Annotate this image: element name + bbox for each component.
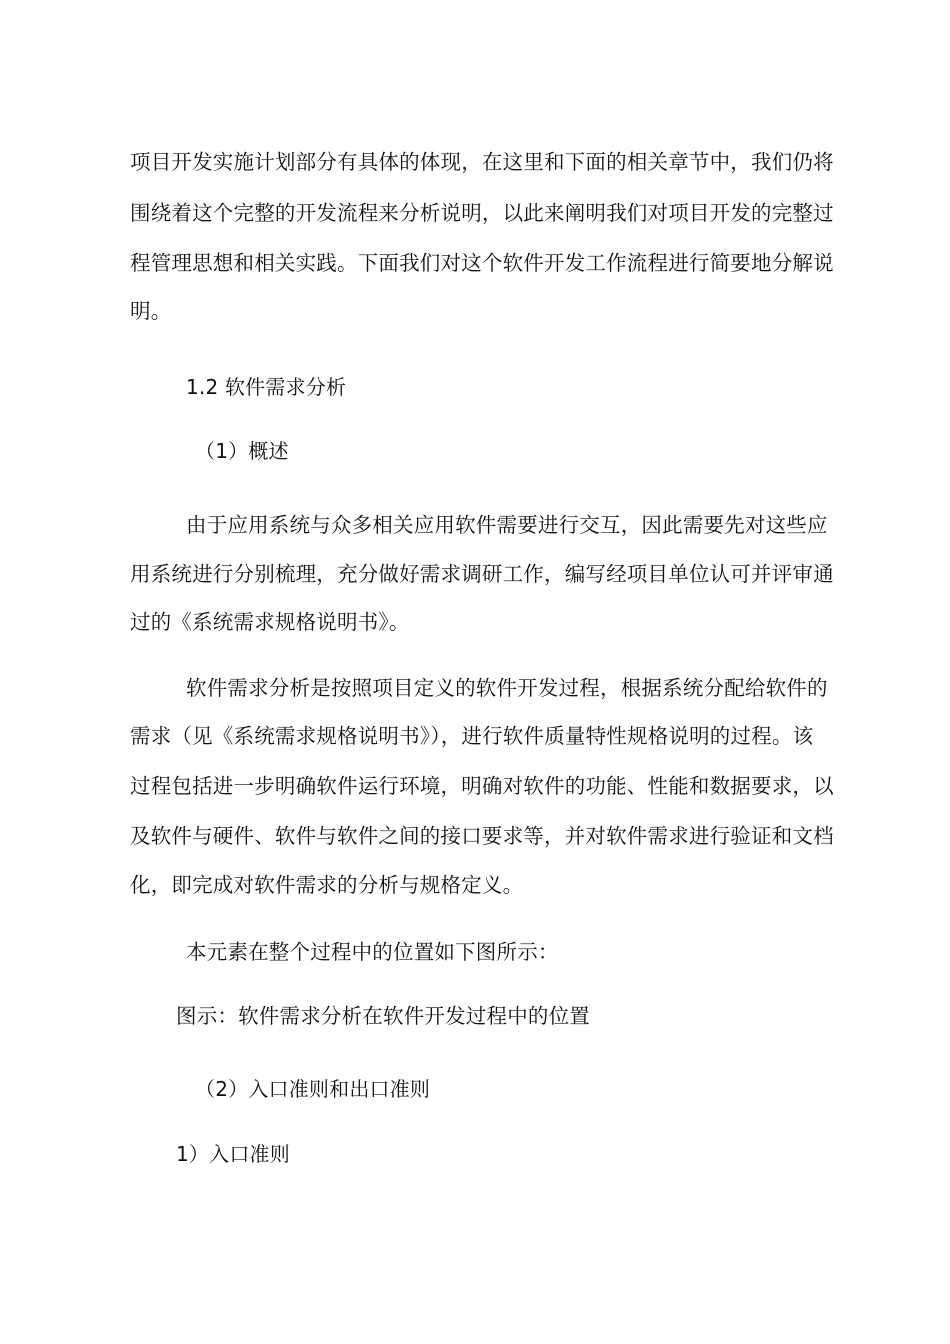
definition-line-2: 需求（见《系统需求规格说明书》），进行软件质量特性规格说明的过程。该 (130, 724, 814, 748)
section-heading: 1.2 软件需求分析 (186, 375, 347, 399)
definition-line-5: 化，即完成对软件需求的分析与规格定义。 (130, 873, 524, 897)
figure-caption: 图示：软件需求分析在软件开发过程中的位置 (176, 1004, 590, 1028)
intro-line-3: 程管理思想和相关实践。下面我们对这个软件开发工作流程进行简要地分解说 (130, 251, 834, 275)
interaction-line-3: 过的《系统需求规格说明书》。 (130, 610, 410, 634)
subsection-criteria-heading: （2）入口准则和出口准则 (195, 1077, 431, 1101)
entry-criteria-item: 1）入口准则 (176, 1142, 290, 1166)
definition-line-1: 软件需求分析是按照项目定义的软件开发过程，根据系统分配给软件的 (186, 676, 828, 700)
interaction-line-1: 由于应用系统与众多相关应用软件需要进行交互，因此需要先对这些应 (186, 513, 828, 537)
interaction-line-2: 用系统进行分别梳理，充分做好需求调研工作，编写经项目单位认可并评审通 (130, 562, 834, 586)
definition-line-3: 过程包括进一步明确软件运行环境，明确对软件的功能、性能和数据要求，以 (130, 774, 834, 798)
intro-line-4: 明。 (130, 299, 172, 323)
intro-line-1: 项目开发实施计划部分有具体的体现，在这里和下面的相关章节中，我们仍将 (130, 150, 834, 174)
definition-line-4: 及软件与硬件、软件与软件之间的接口要求等，并对软件需求进行验证和文档 (130, 824, 834, 848)
intro-line-2: 围绕着这个完整的开发流程来分析说明，以此来阐明我们对项目开发的完整过 (130, 201, 834, 225)
subsection-overview-heading: （1）概述 (195, 439, 289, 463)
position-paragraph: 本元素在整个过程中的位置如下图所示： (186, 940, 559, 964)
